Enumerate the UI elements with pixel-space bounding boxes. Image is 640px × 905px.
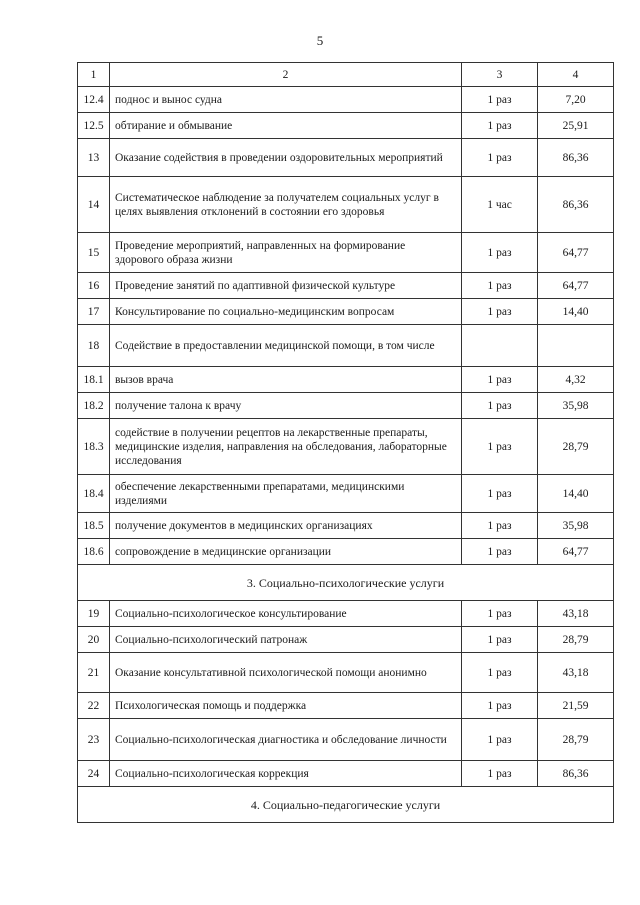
row-number: 18.4 <box>78 475 110 513</box>
tariff-price: 43,18 <box>538 653 614 693</box>
service-name: Содействие в предоставлении медицинской помощи, в том числе <box>110 325 462 367</box>
table-row <box>78 653 614 693</box>
row-number: 17 <box>78 299 110 325</box>
table-row <box>78 393 614 419</box>
table-row <box>78 627 614 653</box>
service-name: поднос и вынос судна <box>110 87 462 113</box>
service-name: Психологическая помощь и поддержка <box>110 693 462 719</box>
row-number: 23 <box>78 719 110 761</box>
row-number: 24 <box>78 761 110 787</box>
service-name: Социально-психологическое консультирование <box>110 601 462 627</box>
unit-of-measure: 1 раз <box>462 393 538 419</box>
unit-of-measure: 1 раз <box>462 273 538 299</box>
unit-of-measure: 1 раз <box>462 719 538 761</box>
tariff-price: 4,32 <box>538 367 614 393</box>
tariff-price: 43,18 <box>538 601 614 627</box>
table-row <box>78 719 614 761</box>
table-row <box>78 299 614 325</box>
tariff-price: 25,91 <box>538 113 614 139</box>
row-number: 18.5 <box>78 513 110 539</box>
header-col-3: 3 <box>462 63 538 87</box>
service-name: получение талона к врачу <box>110 393 462 419</box>
tariff-price: 14,40 <box>538 475 614 513</box>
table-row <box>78 539 614 565</box>
unit-of-measure: 1 раз <box>462 539 538 565</box>
section-title: 4. Социально-педагогические услуги <box>78 787 614 823</box>
unit-of-measure: 1 раз <box>462 513 538 539</box>
service-name: обтирание и обмывание <box>110 113 462 139</box>
section-header-row <box>78 787 614 823</box>
tariff-price: 21,59 <box>538 693 614 719</box>
tariff-price: 35,98 <box>538 393 614 419</box>
row-number: 19 <box>78 601 110 627</box>
services-tariff-table <box>77 62 614 823</box>
header-col-4: 4 <box>538 63 614 87</box>
table-row <box>78 475 614 513</box>
unit-of-measure: 1 раз <box>462 627 538 653</box>
tariff-price: 86,36 <box>538 177 614 233</box>
tariff-price: 7,20 <box>538 87 614 113</box>
row-number: 22 <box>78 693 110 719</box>
table-row <box>78 177 614 233</box>
table-header-row <box>78 63 614 87</box>
tariff-price: 64,77 <box>538 233 614 273</box>
row-number: 18.1 <box>78 367 110 393</box>
service-name: Оказание консультативной психологической помощи анонимно <box>110 653 462 693</box>
page-number: 5 <box>316 33 324 48</box>
unit-of-measure: 1 раз <box>462 113 538 139</box>
unit-of-measure: 1 раз <box>462 653 538 693</box>
tariff-price: 64,77 <box>538 273 614 299</box>
row-number: 18.3 <box>78 419 110 475</box>
service-name: Проведение занятий по адаптивной физической культуре <box>110 273 462 299</box>
table-body <box>78 87 614 823</box>
table-row <box>78 513 614 539</box>
row-number: 18 <box>78 325 110 367</box>
service-name: Социально-психологический патронаж <box>110 627 462 653</box>
unit-of-measure: 1 раз <box>462 693 538 719</box>
row-number: 12.5 <box>78 113 110 139</box>
unit-of-measure: 1 раз <box>462 419 538 475</box>
table-row <box>78 233 614 273</box>
service-name: Социально-психологическая коррекция <box>110 761 462 787</box>
table-row <box>78 419 614 475</box>
tariff-price: 28,79 <box>538 419 614 475</box>
header-col-2: 2 <box>110 63 462 87</box>
row-number: 18.2 <box>78 393 110 419</box>
row-number: 21 <box>78 653 110 693</box>
section-header-row <box>78 565 614 601</box>
service-name: содействие в получении рецептов на лекарственные препараты, медицинские изделия, направления на обследования, лабораторные исследования <box>110 419 462 475</box>
table-row <box>78 601 614 627</box>
table-row <box>78 139 614 177</box>
service-name: Систематическое наблюдение за получателем социальных услуг в целях выявления отклонений в состоянии его здоровья <box>110 177 462 233</box>
unit-of-measure: 1 час <box>462 177 538 233</box>
service-name: Оказание содействия в проведении оздоровительных мероприятий <box>110 139 462 177</box>
service-name: Консультирование по социально-медицинским вопросам <box>110 299 462 325</box>
table-row <box>78 761 614 787</box>
tariff-price: 64,77 <box>538 539 614 565</box>
unit-of-measure: 1 раз <box>462 601 538 627</box>
service-name: сопровождение в медицинские организации <box>110 539 462 565</box>
unit-of-measure: 1 раз <box>462 475 538 513</box>
service-name: обеспечение лекарственными препаратами, медицинскими изделиями <box>110 475 462 513</box>
row-number: 15 <box>78 233 110 273</box>
tariff-price: 86,36 <box>538 139 614 177</box>
service-name: вызов врача <box>110 367 462 393</box>
row-number: 20 <box>78 627 110 653</box>
table-row <box>78 693 614 719</box>
table-row <box>78 87 614 113</box>
unit-of-measure: 1 раз <box>462 761 538 787</box>
unit-of-measure: 1 раз <box>462 87 538 113</box>
tariff-price: 28,79 <box>538 627 614 653</box>
section-title: 3. Социально-психологические услуги <box>78 565 614 601</box>
unit-of-measure: 1 раз <box>462 139 538 177</box>
table-row <box>78 113 614 139</box>
tariff-price <box>538 325 614 367</box>
unit-of-measure <box>462 325 538 367</box>
unit-of-measure: 1 раз <box>462 367 538 393</box>
row-number: 13 <box>78 139 110 177</box>
row-number: 18.6 <box>78 539 110 565</box>
tariff-price: 14,40 <box>538 299 614 325</box>
unit-of-measure: 1 раз <box>462 299 538 325</box>
header-col-1: 1 <box>78 63 110 87</box>
service-name: Социально-психологическая диагностика и обследование личности <box>110 719 462 761</box>
row-number: 14 <box>78 177 110 233</box>
unit-of-measure: 1 раз <box>462 233 538 273</box>
table-row <box>78 367 614 393</box>
row-number: 12.4 <box>78 87 110 113</box>
table-row <box>78 325 614 367</box>
service-name: получение документов в медицинских организациях <box>110 513 462 539</box>
tariff-price: 86,36 <box>538 761 614 787</box>
tariff-price: 35,98 <box>538 513 614 539</box>
tariff-price: 28,79 <box>538 719 614 761</box>
table-row <box>78 273 614 299</box>
service-name: Проведение мероприятий, направленных на формирование здорового образа жизни <box>110 233 462 273</box>
row-number: 16 <box>78 273 110 299</box>
